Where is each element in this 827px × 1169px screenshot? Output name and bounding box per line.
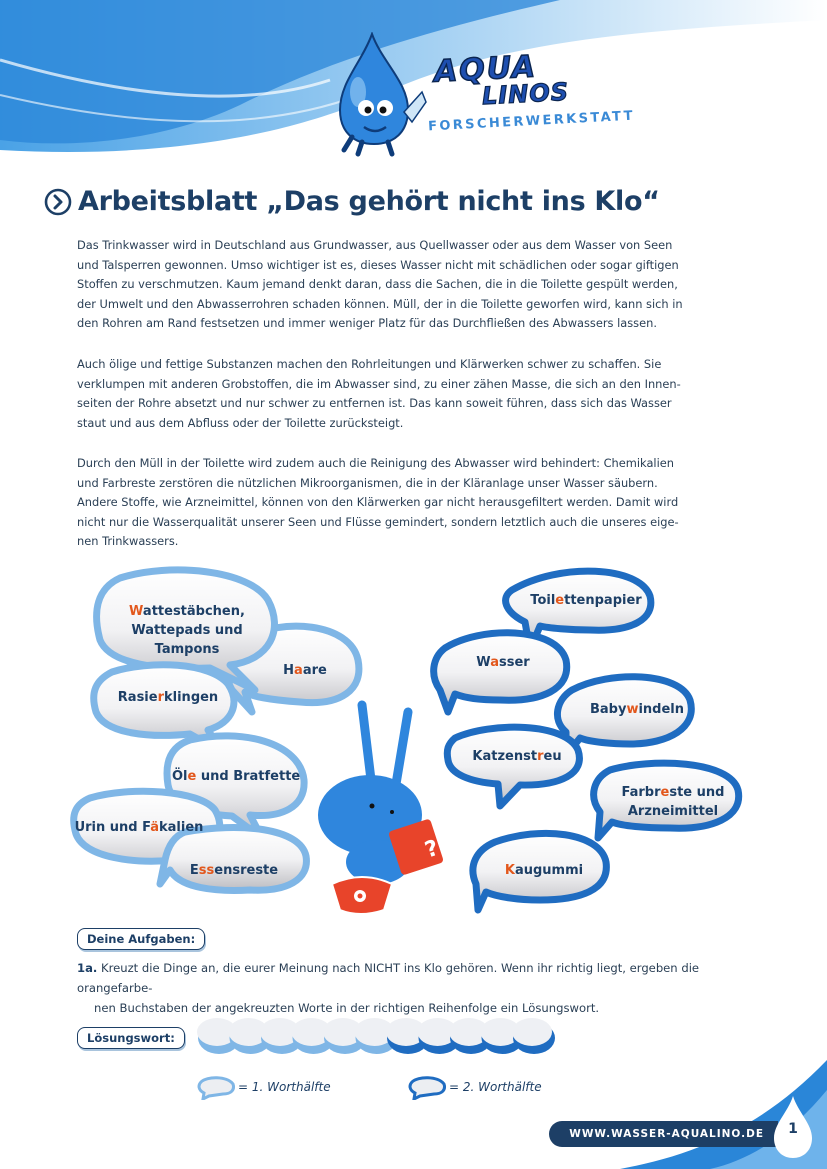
logo-line1: AQUA <box>433 49 538 90</box>
legend-second: = 2. Worthälfte <box>449 1080 542 1094</box>
text-line: verklumpen mit anderen Grobstoffen, die im Abwasser sind, zu einer zähen Masse, die sich an den Innen- <box>77 376 681 391</box>
blue-creature-icon <box>318 705 444 914</box>
text-line: den Rohren am Rand festsetzen und immer weniger Platz für das Durchfließen des Abwassers lassen. <box>77 316 657 331</box>
bubble-toilettenpapier[interactable] <box>530 591 642 610</box>
logo-subtitle: FORSCHERWERKSTATT <box>427 108 636 135</box>
letter-highlight: r <box>157 690 164 705</box>
bubble-line <box>128 621 246 640</box>
letter-highlight: a <box>490 655 499 670</box>
bubble-essensreste[interactable] <box>186 861 282 880</box>
task-text: Kreuzt die Dinge an, die eurer Meinung nach NICHT ins Klo gehören. Wenn ihr richtig liegt, ergeben die orangefarbe- <box>77 961 700 995</box>
word-part: H <box>283 663 295 678</box>
text-line: und Talsperren gewonnen. Umso wichtiger ist es, dieses Wasser nicht mit schädlichen oder sogar giftigen <box>77 257 679 272</box>
letter-highlight: e <box>187 769 197 784</box>
text-line: Stoffen zu verschmutzen. Kaum jemand denkt daran, dass die Sachen, die in die Toilette gespült werden, <box>77 277 678 292</box>
bubble-line <box>128 602 246 621</box>
paragraph-1 <box>77 236 683 334</box>
word-part: Toil <box>530 593 556 608</box>
bubble-katzenstreu[interactable] <box>470 747 564 766</box>
paragraph-2 <box>77 355 681 433</box>
word-part: sser <box>498 655 530 670</box>
svg-text:?: ? <box>421 835 442 864</box>
word-part: attestäbchen, <box>142 604 245 619</box>
bubble-haare[interactable] <box>274 661 336 680</box>
bubble-line <box>128 640 246 659</box>
word-part: Tampons <box>154 642 220 657</box>
half-bubble-light-icon <box>197 1076 237 1100</box>
solution-slots <box>196 1014 556 1056</box>
bubble-line <box>614 802 732 821</box>
task-1a <box>77 958 767 1018</box>
bubble-kaugummi[interactable] <box>500 861 588 880</box>
word-part: Farbr <box>621 785 661 800</box>
task-number: 1a. <box>77 961 98 975</box>
water-drop-mascot-icon <box>322 32 432 157</box>
word-part: eu <box>543 749 562 764</box>
logo <box>322 32 636 158</box>
paragraph-3 <box>77 454 677 552</box>
text-line: der Umwelt und den Abwasserrohren schaden können. Müll, der in die Toilette geworfen wird, kann sich in <box>77 296 683 311</box>
text-line: staut und aus dem Abfluss oder der Toilette zurücksteigt. <box>77 415 404 430</box>
word-part: ste und <box>669 785 725 800</box>
text-line: Das Trinkwasser wird in Deutschland aus Grundwasser, aus Quellwasser oder aus dem Wasser von Seen <box>77 238 673 252</box>
word-part: und Bratfette <box>196 769 301 784</box>
solution-label: Lösungswort: <box>77 1027 185 1049</box>
word-part: E <box>189 863 199 878</box>
task-line <box>77 958 767 998</box>
text-line: Auch ölige und fettige Substanzen machen den Rohrleitungen und Klärwerken schwer zu schaffen. Sie <box>77 357 662 371</box>
slot-row <box>196 1014 556 1056</box>
word-part: Wattepads und <box>131 623 243 638</box>
tasks-label: Deine Aufgaben: <box>77 928 205 950</box>
word-part: W <box>476 655 491 670</box>
word-part: Urin und F <box>74 820 151 835</box>
bubble-rasierklingen[interactable] <box>113 688 223 707</box>
letter-highlight: w <box>626 702 639 717</box>
text-line: nen Trinkwassers. <box>77 534 179 549</box>
letter-highlight: W <box>129 604 143 619</box>
letter-highlight: r <box>537 749 544 764</box>
bubble-farbreste[interactable] <box>614 783 732 821</box>
letter-highlight: e <box>660 785 670 800</box>
word-part: Baby <box>589 702 627 717</box>
bubble-shape <box>434 633 567 712</box>
bubble-shape <box>447 727 579 806</box>
text-line: und Farbreste zerstören die nützlichen Mikroorganismen, die in der Kläranlage unser Wasser säubern. <box>77 475 658 490</box>
letter-highlight: a <box>294 663 303 678</box>
task-line: nen Buchstaben der angekreuzten Worte in der richtigen Reihenfolge ein Lösungswort. <box>94 1001 600 1015</box>
bubble-line <box>614 783 732 802</box>
word-part: ttenpapier <box>564 593 642 608</box>
website-url[interactable]: WWW.WASSER-AQUALINO.DE <box>549 1121 778 1147</box>
page-number: 1 <box>788 1121 798 1137</box>
letter-highlight: ä <box>150 820 160 835</box>
text-line: Andere Stoffe, wie Arzneimittel, können von den Klärwerken gar nicht herausgefiltert werden. Damit wird <box>77 495 679 510</box>
bubble-urin[interactable] <box>72 818 206 837</box>
bubble-oele[interactable] <box>172 767 301 786</box>
letter-highlight: ss <box>198 863 215 878</box>
word-part: Katzenst <box>472 749 538 764</box>
word-part: ensreste <box>214 863 279 878</box>
word-part: kalien <box>159 820 204 835</box>
letter-highlight: e <box>555 593 565 608</box>
bubble-illustration <box>0 555 827 925</box>
solution-slot[interactable] <box>512 1018 555 1054</box>
half-bubble-dark-icon <box>408 1076 448 1100</box>
letter-highlight: K <box>504 863 515 878</box>
word-part: klingen <box>164 690 219 705</box>
word-part: are <box>302 663 327 678</box>
word-part: indeln <box>638 702 685 717</box>
logo-line2: LINOS <box>481 77 570 111</box>
bubble-wasser[interactable] <box>472 653 534 672</box>
legend-first: = 1. Worthälfte <box>238 1080 331 1094</box>
text-line: nicht nur die Wasserqualität unserer Seen und Flüsse gemindert, sondern letztlich auch die unseres eige- <box>77 514 679 529</box>
bubble-wattestaebchen[interactable] <box>128 602 246 659</box>
word-part: Öl <box>172 769 188 784</box>
text-line: seiten der Rohre absetzt und nur schwer zu entfernen ist. Das kann soweit führen, dass sich das Wasser <box>77 396 672 411</box>
text-line: Durch den Müll in der Toilette wird zudem auch die Reinigung des Abwasser wird behindert: Chemikalien <box>77 456 674 470</box>
word-part: Arzneimittel <box>627 804 719 819</box>
word-part: Rasie <box>117 690 158 705</box>
chevron-circle-icon <box>44 188 72 216</box>
bubble-babywindeln[interactable] <box>588 700 686 719</box>
word-part: augummi <box>514 863 584 878</box>
page-title: Arbeitsblatt „Das gehört nicht ins Klo“ <box>78 186 660 217</box>
